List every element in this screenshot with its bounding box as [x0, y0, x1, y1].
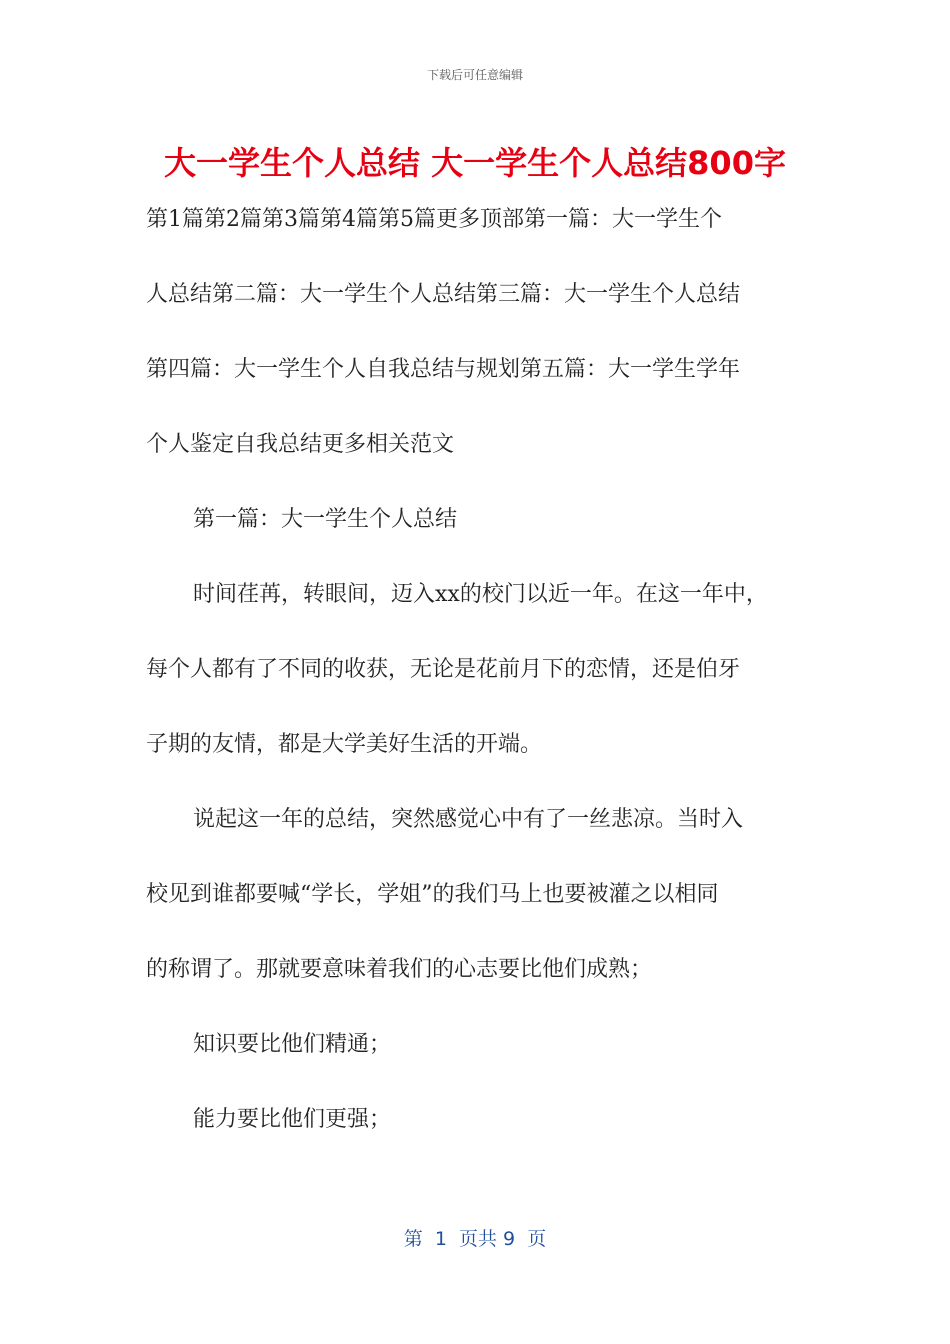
section-heading: 第一篇：大一学生个人总结 — [193, 507, 458, 532]
header-note: 下载后可任意编辑 — [426, 68, 523, 82]
document-title: 大一学生个人总结 大一学生个人总结800字 — [164, 144, 786, 182]
paragraph-line: 知识要比他们精通； — [193, 1032, 392, 1057]
paragraph-line: 能力要比他们更强； — [193, 1107, 392, 1132]
paragraph-line: 的称谓了。那就要意味着我们的心志要比他们成熟； — [146, 957, 653, 982]
toc-line-2: 人总结第二篇：大一学生个人总结第三篇：大一学生个人总结 — [146, 282, 741, 307]
document-body — [146, 190, 806, 1165]
paragraph-line: 校见到谁都要喊“学长，学姐”的我们马上也要被灌之以相同 — [146, 882, 719, 907]
paragraph-line: 每个人都有了不同的收获，无论是花前月下的恋情，还是伯牙 — [146, 657, 741, 682]
paragraph-line: 子期的友情，都是大学美好生活的开端。 — [146, 732, 543, 757]
toc-line-3: 第四篇：大一学生个人自我总结与规划第五篇：大一学生学年 — [146, 357, 741, 382]
paragraph-line: 时间荏苒，转眼间，迈入xx的校门以近一年。在这一年中， — [193, 582, 768, 607]
toc-line-4: 个人鉴定自我总结更多相关范文 — [146, 432, 455, 457]
paragraph-line: 说起这一年的总结，突然感觉心中有了一丝悲凉。当时入 — [193, 807, 744, 832]
toc-line-1: 第1篇第2篇第3篇第4篇第5篇更多顶部第一篇：大一学生个 — [146, 207, 722, 232]
page-number-footer: 第 1 页共 9 页 — [403, 1228, 547, 1250]
